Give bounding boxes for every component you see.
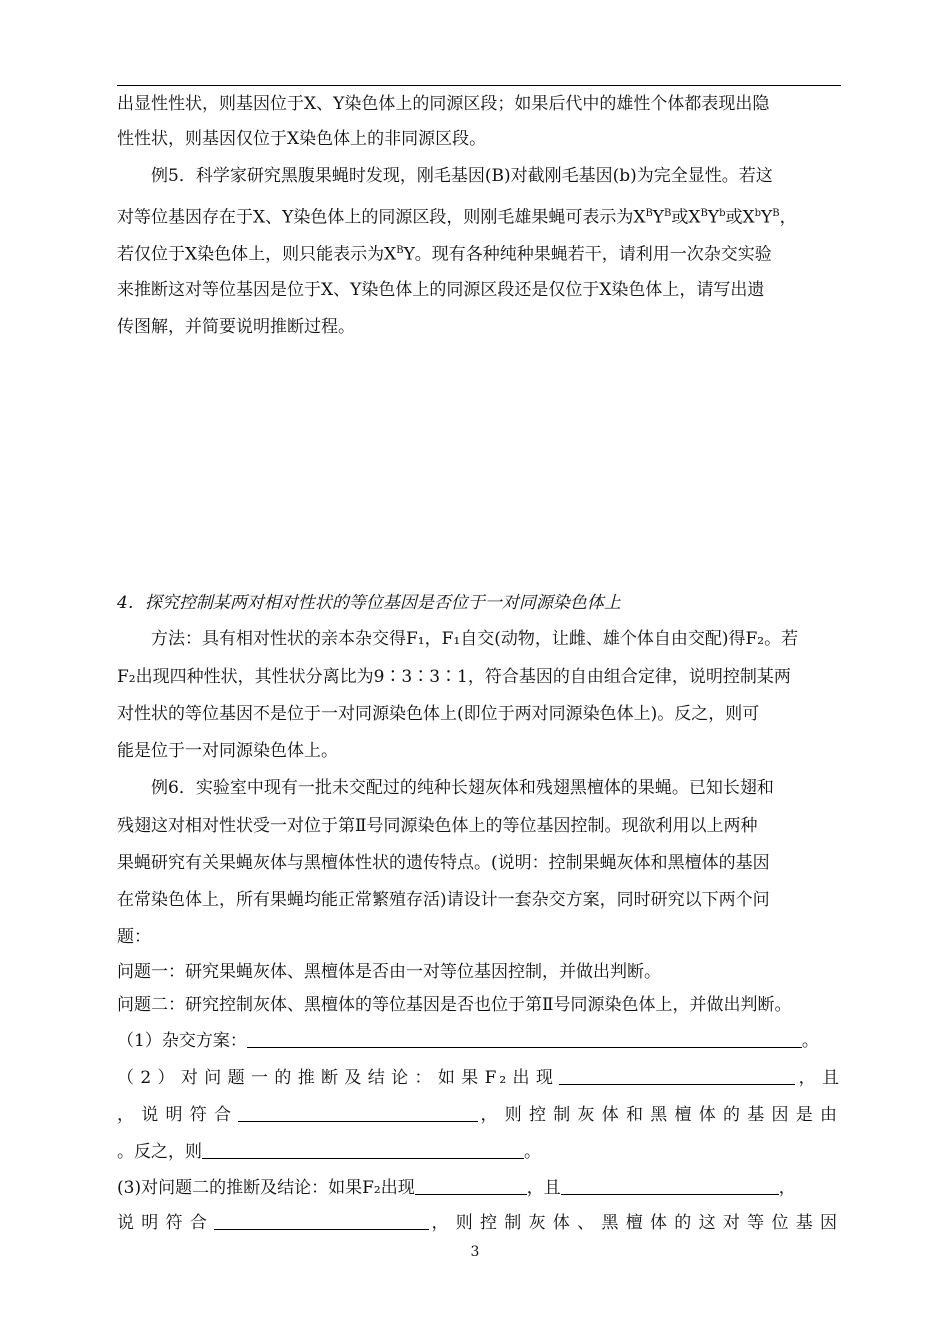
answer-label: （2）对问题一的推断及结论：如果F₂出现 [117, 1068, 560, 1088]
text-line: 在常染色体上，所有果蝇均能正常繁殖存活)请设计一套杂交方案，同时研究以下两个问 [117, 890, 770, 910]
text-line: 对性状的等位基因不是位于一对同源染色体上(即位于两对同源染色体上)。反之，则可 [117, 704, 760, 724]
text-line: 传图解，并简要说明推断过程。 [117, 317, 355, 337]
text-line: 残翅这对相对性状受一对位于第Ⅱ号同源染色体上的等位基因控制。现欲利用以上两种 [117, 816, 758, 836]
example-5-line: 例5．科学家研究黑腹果蝇时发现，刚毛基因(B)对截刚毛基因(b)为完全显性。若这 [151, 166, 773, 186]
text-line: 来推断这对等位基因是位于X、Y染色体上的同源区段还是仅位于X染色体上，请写出遗 [117, 280, 765, 300]
text-line: 果蝇研究有关果蝇灰体与黑檀体性状的遗传特点。(说明：控制果蝇灰体和黑檀体的基因 [117, 853, 770, 873]
answer-end: 。 [524, 1142, 541, 1162]
text-line: 出显性性状，则基因位于X、Y染色体上的同源区段；如果后代中的雄性个体都表现出隐 [117, 94, 770, 114]
text-line-xby: 若仅位于X染色体上，则只能表示为$X^BY$。现有各种纯种果蝇若干，请利用一次杂交实验 [117, 244, 772, 265]
answer-end: 。 [801, 1031, 819, 1051]
answer-end: ， [778, 1178, 796, 1198]
answer-blank[interactable] [214, 1213, 429, 1230]
answer-line-1 [117, 1030, 847, 1052]
section-heading-4: 4．探究控制某两对相对性状的等位基因是否位于一对同源染色体上 [117, 593, 621, 613]
method-line: 方法：具有相对性状的亲本杂交得F₁，F₁自交(动物，让雌、雄个体自由交配)得F₂。若 [151, 629, 799, 649]
text-line: 性性状，则基因仅位于X染色体上的非同源区段。 [117, 129, 487, 149]
answer-blank[interactable] [561, 1178, 779, 1195]
answer-label: 说明符合 [117, 1213, 215, 1233]
answer-line-6 [117, 1212, 842, 1234]
answer-line-5 [117, 1177, 847, 1199]
example-6-line: 例6．实验室中现有一批未交配过的纯种长翅灰体和残翅黑檀体的果蝇。已知长翅和 [151, 778, 774, 798]
header-rule [117, 85, 841, 86]
answer-end: ，且 [795, 1068, 843, 1088]
answer-mid: ，且 [526, 1178, 561, 1198]
text-line: 题： [117, 927, 151, 947]
page-number: 3 [470, 1244, 480, 1260]
answer-blank[interactable] [415, 1178, 527, 1195]
answer-line-2 [117, 1067, 842, 1089]
question-1: 问题一：研究果蝇灰体、黑檀体是否由一对等位基因控制，并做出判断。 [117, 962, 661, 982]
text-line: 能是位于一对同源染色体上。 [117, 741, 338, 761]
text-line: F₂出现四种性状，其性状分离比为9∶3∶3∶1，符合基因的自由组合定律，说明控制某两 [117, 667, 791, 687]
question-2: 问题二：研究控制灰体、黑檀体的等位基因是否也位于第Ⅱ号同源染色体上，并做出判断。 [117, 995, 792, 1015]
answer-label: ，说明符合 [117, 1105, 239, 1125]
answer-end: ，则控制灰体、黑檀体的这对等位基因 [429, 1213, 843, 1233]
answer-label: （1）杂交方案： [117, 1031, 247, 1051]
answer-label: 。反之，则 [117, 1142, 202, 1162]
answer-end: ，则控制灰体和黑檀体的基因是由 [478, 1105, 842, 1125]
answer-line-4 [117, 1141, 847, 1163]
answer-blank[interactable] [247, 1031, 802, 1048]
answer-label: (3)对问题二的推断及结论：如果F₂出现 [117, 1178, 415, 1198]
text-line-genotypes: 对等位基因存在于X、Y染色体上的同源区段，则刚毛雄果蝇可表示为$X^BY^B$或$X^BY^b$或$X^bY^B$， [117, 207, 797, 228]
answer-line-3 [117, 1104, 842, 1126]
answer-blank[interactable] [238, 1105, 478, 1122]
answer-blank[interactable] [202, 1142, 524, 1159]
answer-blank[interactable] [559, 1068, 795, 1085]
